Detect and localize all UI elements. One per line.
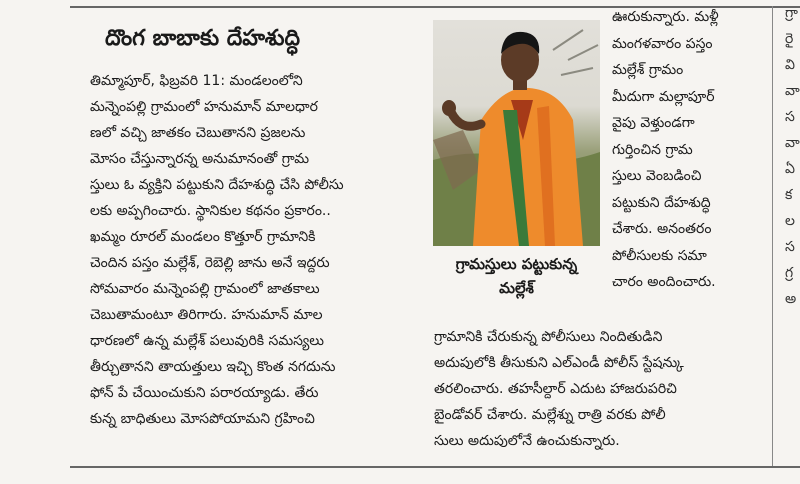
adjacent-text-fragment: వా <box>785 135 800 151</box>
body-line: సోమవారం మన్నెంపల్లి గ్రామంలో జాతకాలు <box>90 281 320 297</box>
body-line: పట్టుకుని దేహశుద్ధి <box>612 194 711 211</box>
article-body-column-3 <box>434 324 764 454</box>
caption-line-1: గ్రామస్తులు పట్టుకున్న <box>455 255 578 273</box>
body-line: సులు అదుపులోనే ఉంచుకున్నారు. <box>434 433 620 449</box>
adjacent-article-fragment <box>785 0 800 468</box>
adjacent-text-fragment: అ <box>785 291 797 307</box>
adjacent-text-fragment: స <box>785 109 795 125</box>
photo-caption <box>433 252 600 300</box>
adjacent-text-fragment: వి <box>785 57 795 73</box>
adjacent-text-fragment: స <box>785 239 795 255</box>
adjacent-text-fragment: ల <box>785 213 795 229</box>
column-separator <box>772 6 773 468</box>
bottom-rule <box>70 466 800 468</box>
body-line: అదుపులోకి తీసుకుని ఎల్ఎండీ పోలీస్ స్టేషన్కు <box>434 355 684 371</box>
body-line: మల్లేశ్ గ్రామం <box>612 62 684 78</box>
body-line: ధారణలో ఉన్న మల్లేశ్ పలువురికి సమస్యలు <box>90 333 325 349</box>
body-line: ణలో వచ్చి జాతకం చెబుతానని ప్రజలను <box>90 125 306 141</box>
body-line: మోసం చేస్తున్నారన్న అనుమానంతో గ్రామ <box>90 151 310 167</box>
adjacent-text-fragment: ఏ <box>785 161 795 177</box>
body-line: లకు అప్పగించారు. స్థానికుల కథనం ప్రకారం.. <box>90 203 331 219</box>
article-body-column-2 <box>612 4 764 296</box>
body-line: బైండోవర్ చేశారు. మల్లేశ్ను రాత్రి వరకు పోలీ <box>434 407 666 423</box>
article-body-column-1 <box>90 68 426 432</box>
body-line: పోలీసులకు సమా <box>612 247 707 264</box>
body-line: కున్న బాధితులు మోసపోయామని గ్రహించి <box>90 411 315 427</box>
man-photo-illustration <box>433 20 600 246</box>
body-line: మీదుగా మల్లాపూర్ <box>612 88 715 105</box>
body-line: గుర్తించిన గ్రామ <box>612 141 693 158</box>
adjacent-text-fragment: వా <box>785 83 800 99</box>
body-line: తీర్చుతానని తాయత్తులు ఇచ్చి కొంత నగదును <box>90 359 336 375</box>
body-line: ఖమ్మం రూరల్ మండలం కొత్తూర్ గ్రామానికి <box>90 229 316 245</box>
body-line: చెందిన పస్తం మల్లేశ్, రెబెల్లి జాను అనే ఇద్దరు <box>90 255 330 271</box>
body-line: గ్రామానికి చేరుకున్న పోలీసులు నిందితుడిని <box>434 329 663 345</box>
body-line: వైపు వెళ్తుండగా <box>612 115 695 131</box>
adjacent-text-fragment: గ్రా <box>785 5 798 21</box>
adjacent-text-fragment: క <box>785 187 793 203</box>
body-line: తిమ్మాపూర్, ఫిబ్రవరి 11: మండలంలోని <box>90 73 303 89</box>
news-photo <box>433 20 600 246</box>
body-line: తరలించారు. తహసీల్దార్ ఎదుట హాజరుపరిచి <box>434 381 677 397</box>
body-line: చెబుతామంటూ తిరిగారు. హనుమాన్ మాల <box>90 307 323 323</box>
caption-line-2: మల్లేశ్ <box>499 279 534 297</box>
adjacent-text-fragment: గ్ర <box>785 265 794 281</box>
body-line: మంగళవారం పస్తం <box>612 35 713 52</box>
body-line: ఊరుకున్నారు. మళ్లీ <box>612 9 719 25</box>
body-line: ఫోన్ పే చేయించుకుని పరారయ్యాడు. తేరు <box>90 385 319 401</box>
body-line: మన్నెంపల్లి గ్రామంలో హనుమాన్ మాలధార <box>90 99 318 115</box>
body-line: స్తులు వెంబడించి <box>612 168 702 184</box>
body-line: స్తులు ఓ వ్యక్తిని పట్టుకుని దేహశుద్ధి చేసి పోలీసు <box>90 177 344 193</box>
adjacent-text-fragment: రై <box>785 31 794 47</box>
article-headline: దొంగ బాబాకు దేహశుద్ధి <box>105 26 301 51</box>
body-line: చేశారు. అనంతరం <box>612 221 712 237</box>
body-line: చారం అందించారు. <box>612 274 716 290</box>
